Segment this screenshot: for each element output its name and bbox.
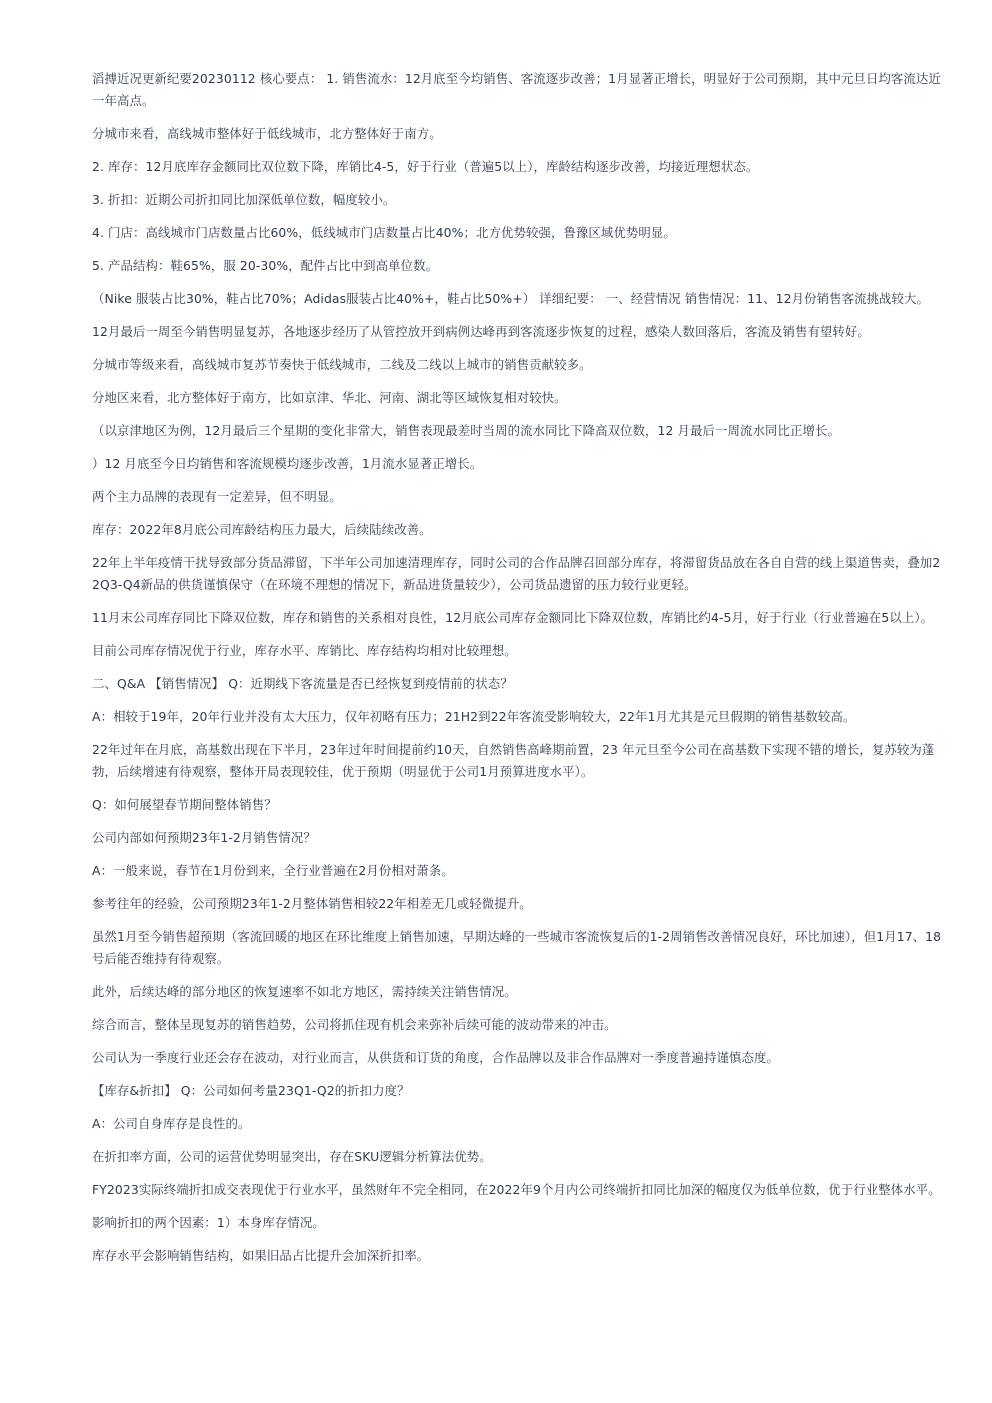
paragraph: 二、Q&A 【销售情况】 Q：近期线下客流量是否已经恢复到疫情前的状态？ bbox=[92, 676, 513, 691]
paragraph: 影响折扣的两个因素：1）本身库存情况。 bbox=[92, 1215, 325, 1230]
paragraph: 此外，后续达峰的部分地区的恢复速率不如北方地区，需持续关注销售情况。 bbox=[92, 984, 517, 999]
paragraph: 综合而言，整体呈现复苏的销售趋势，公司将抓住现有机会来弥补后续可能的波动带来的冲击。 bbox=[92, 1017, 617, 1032]
paragraph: A：相较于19年，20年行业并没有太大压力，仅年初略有压力；21H2到22年客流受影响较大，22年1月尤其是元旦假期的销售基数较高。 bbox=[92, 709, 856, 724]
paragraph: A：公司自身库存是良性的。 bbox=[92, 1116, 251, 1131]
paragraph: 两个主力品牌的表现有一定差异，但不明显。 bbox=[92, 489, 342, 504]
paragraph: 22年上半年疫情干扰导致部分货品滞留，下半年公司加速清理库存，同时公司的合作品牌召回部分库存，将滞留货品放在各自自营的线上渠道售卖，叠加22Q3-Q4新品的供货谨慎保守（在环境不理想的情况下，新品进货量较少），公司货品遗留的压力较行业更轻。 bbox=[92, 555, 941, 592]
paragraph: 库存水平会影响销售结构，如果旧品占比提升会加深折扣率。 bbox=[92, 1248, 430, 1263]
paragraph: 【库存&折扣】 Q：公司如何考量23Q1-Q2的折扣力度？ bbox=[92, 1083, 410, 1098]
paragraph: 虽然1月至今销售超预期（客流回暖的地区在环比维度上销售加速，早期达峰的一些城市客流恢复后的1-2周销售改善情况良好，环比加速），但1月17、18号后能否维持有待观察。 bbox=[92, 929, 942, 966]
paragraph: 4. 门店：高线城市门店数量占比60%，低线城市门店数量占比40%；北方优势较强，鲁豫区域优势明显。 bbox=[92, 225, 676, 240]
paragraph: 2. 库存：12月底库存金额同比双位数下降，库销比4-5，好于行业（普遍5以上），库龄结构逐步改善，均接近理想状态。 bbox=[92, 159, 759, 174]
paragraph: ）12 月底至今日均销售和客流规模均逐步改善，1月流水显著正增长。 bbox=[92, 456, 483, 471]
paragraph: （以京津地区为例，12月最后三个星期的变化非常大，销售表现最差时当周的流水同比下降高双位数，12 月最后一周流水同比正增长。 bbox=[92, 423, 840, 438]
document-body bbox=[92, 68, 944, 1278]
paragraph: 参考往年的经验，公司预期23年1-2月整体销售相较22年相差无几或轻微提升。 bbox=[92, 896, 532, 911]
paragraph: 分城市等级来看，高线城市复苏节奏快于低线城市，二线及二线以上城市的销售贡献较多。 bbox=[92, 357, 592, 372]
paragraph: A：一般来说，春节在1月份到来，全行业普遍在2月份相对萧条。 bbox=[92, 863, 454, 878]
paragraph: Q：如何展望春节期间整体销售？ bbox=[92, 797, 277, 812]
paragraph: 分城市来看，高线城市整体好于低线城市，北方整体好于南方。 bbox=[92, 126, 442, 141]
paragraph: 22年过年在月底，高基数出现在下半月，23年过年时间提前约10天，自然销售高峰期前置，23 年元旦至今公司在高基数下实现不错的增长，复苏较为蓬勃，后续增速有待观察，整体开局表现较佳，优于预期（明显优于公司1月预算进度水平）。 bbox=[92, 742, 935, 779]
paragraph: 11月末公司库存同比下降双位数，库存和销售的关系相对良性，12月底公司库存金额同比下降双位数，库销比约4-5月，好于行业（行业普遍在5以上）。 bbox=[92, 610, 934, 625]
paragraph: 滔搏近况更新纪要20230112 核心要点： 1. 销售流水：12月底至今均销售、客流逐步改善；1月显著正增长，明显好于公司预期，其中元旦日均客流达近一年高点。 bbox=[92, 71, 941, 108]
paragraph: FY2023实际终端折扣成交表现优于行业水平，虽然财年不完全相同，在2022年9个月内公司终端折扣同比加深的幅度仅为低单位数，优于行业整体水平。 bbox=[92, 1182, 941, 1197]
paragraph: 公司认为一季度行业还会存在波动，对行业而言，从供货和订货的角度，合作品牌以及非合作品牌对一季度普遍持谨慎态度。 bbox=[92, 1050, 779, 1065]
paragraph: 5. 产品结构：鞋65%，服 20-30%，配件占比中到高单位数。 bbox=[92, 258, 439, 273]
paragraph: 分地区来看，北方整体好于南方，比如京津、华北、河南、湖北等区域恢复相对较快。 bbox=[92, 390, 567, 405]
paragraph: 3. 折扣：近期公司折扣同比加深低单位数，幅度较小。 bbox=[92, 192, 396, 207]
paragraph: （Nike 服装占比30%，鞋占比70%；Adidas服装占比40%+，鞋占比50%+） 详细纪要： 一、经营情况 销售情况：11、12月份销售客流挑战较大。 bbox=[92, 291, 930, 306]
paragraph: 目前公司库存情况优于行业，库存水平、库销比、库存结构均相对比较理想。 bbox=[92, 643, 517, 658]
paragraph: 库存：2022年8月底公司库龄结构压力最大，后续陆续改善。 bbox=[92, 522, 432, 537]
paragraph: 公司内部如何预期23年1-2月销售情况？ bbox=[92, 830, 316, 845]
paragraph: 12月最后一周至今销售明显复苏，各地逐步经历了从管控放开到病例达峰再到客流逐步恢复的过程，感染人数回落后，客流及销售有望转好。 bbox=[92, 324, 870, 339]
paragraph: 在折扣率方面，公司的运营优势明显突出，存在SKU逻辑分析算法优势。 bbox=[92, 1149, 492, 1164]
